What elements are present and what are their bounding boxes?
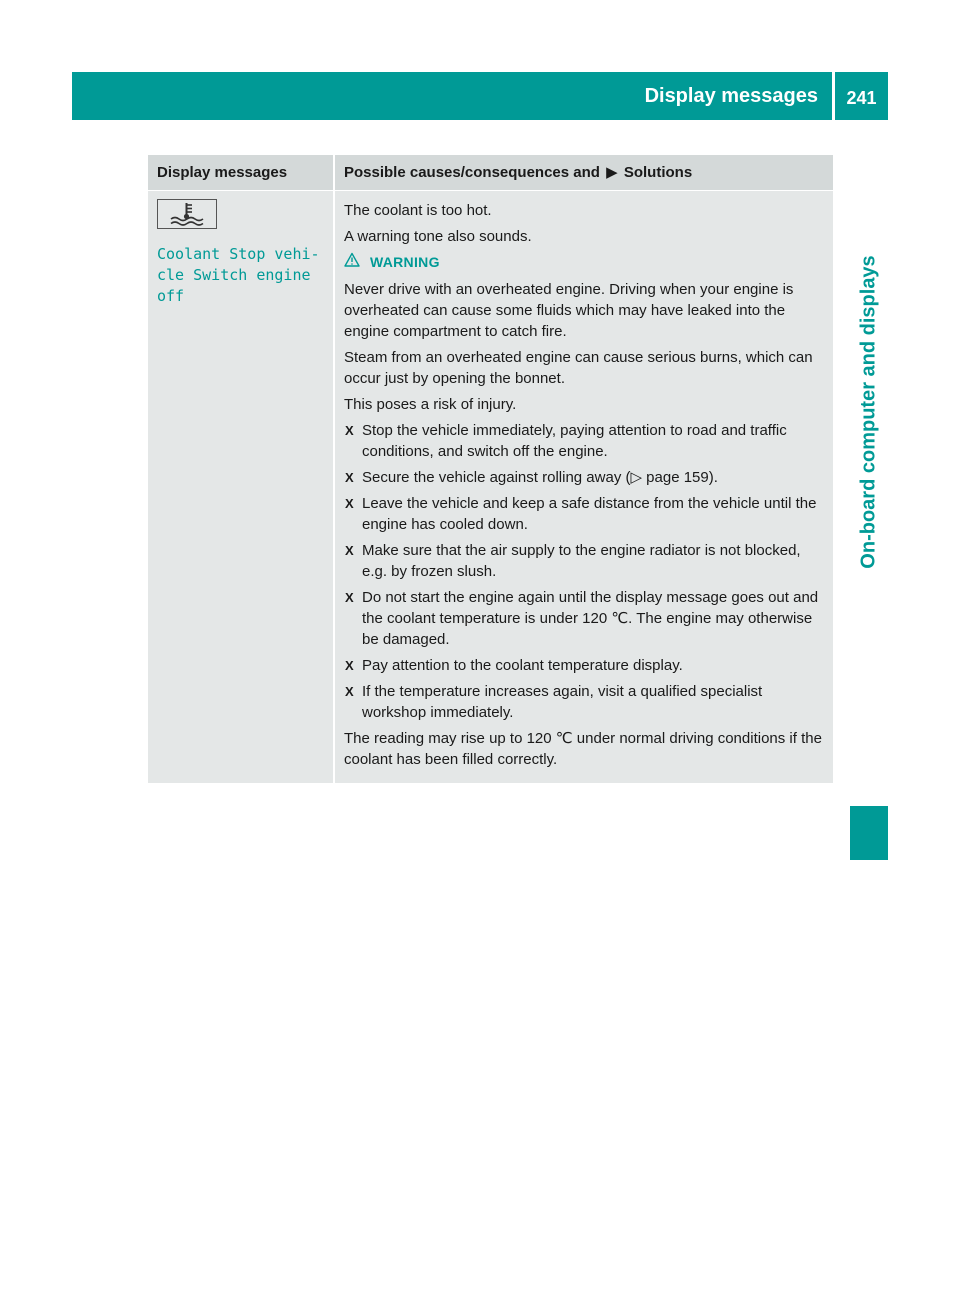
display-message-text: Coolant Stop vehi‐ cle Switch engine off <box>157 245 320 305</box>
step-item <box>344 467 828 488</box>
step-item <box>344 587 828 650</box>
warning-triangle-icon <box>344 252 360 273</box>
step-bullet-icon: X <box>345 423 354 438</box>
step-bullet-icon: X <box>345 590 354 605</box>
column-header-causes <box>335 155 833 190</box>
warning-heading <box>344 252 828 273</box>
solutions-cell <box>335 191 833 783</box>
closing-note: The reading may rise up to 120 ℃ under normal driving conditions if the coolant has been filled correctly. <box>344 730 822 768</box>
step-bullet-icon: X <box>345 496 354 511</box>
step-text: Do not start the engine again until the display message goes out and the coolant temperature is under 120 ℃. The engine may otherwise be damaged. <box>362 589 819 648</box>
step-bullet-icon: X <box>345 684 354 699</box>
warning-paragraph: This poses a risk of injury. <box>344 396 517 413</box>
page-number: 241 <box>846 88 877 108</box>
step-item <box>344 420 828 462</box>
messages-table <box>148 155 833 783</box>
step-bullet-icon: X <box>345 543 354 558</box>
step-text: Stop the vehicle immediately, paying attention to road and traffic conditions, and switch off the engine. <box>362 422 787 460</box>
step-item <box>344 681 828 723</box>
step-text-page-link[interactable]: Secure the vehicle against rolling away (▷ page 159). <box>362 469 718 486</box>
step-text: Pay attention to the coolant temperature display. <box>362 657 683 674</box>
step-item <box>344 655 828 676</box>
intro-line: A warning tone also sounds. <box>344 228 532 245</box>
warning-paragraph: Never drive with an overheated engine. Driving when your engine is overheated can cause some fluids which may have leaked into the engine compartment to catch fire. <box>344 281 794 340</box>
column-header-causes-text: Possible causes/consequences and <box>344 164 600 181</box>
arrow-right-icon: ▶ <box>606 164 618 181</box>
step-text: Leave the vehicle and keep a safe distance from the vehicle until the engine has cooled down. <box>362 495 817 533</box>
section-title: Display messages <box>644 85 818 107</box>
side-tab-label: On-board computer and displays <box>857 255 880 569</box>
step-item <box>344 540 828 582</box>
step-text: Make sure that the air supply to the engine radiator is not blocked, e.g. by frozen slush. <box>362 542 801 580</box>
warning-paragraph: Steam from an overheated engine can cause serious burns, which can occur just by opening the bonnet. <box>344 349 813 387</box>
side-thumb-block <box>850 806 888 860</box>
step-item <box>344 493 828 535</box>
step-text: If the temperature increases again, visit a qualified specialist workshop immediately. <box>362 683 763 721</box>
header-bar <box>72 72 888 120</box>
display-message-cell <box>148 191 333 783</box>
intro-line: The coolant is too hot. <box>344 202 492 219</box>
step-bullet-icon: X <box>345 470 354 485</box>
column-header-display: Display messages <box>148 155 333 190</box>
solutions-content <box>344 200 828 775</box>
coolant-temperature-icon <box>157 199 217 229</box>
warning-label: WARNING <box>370 254 440 270</box>
column-header-solutions-text: Solutions <box>623 164 693 181</box>
step-bullet-icon: X <box>345 658 354 673</box>
